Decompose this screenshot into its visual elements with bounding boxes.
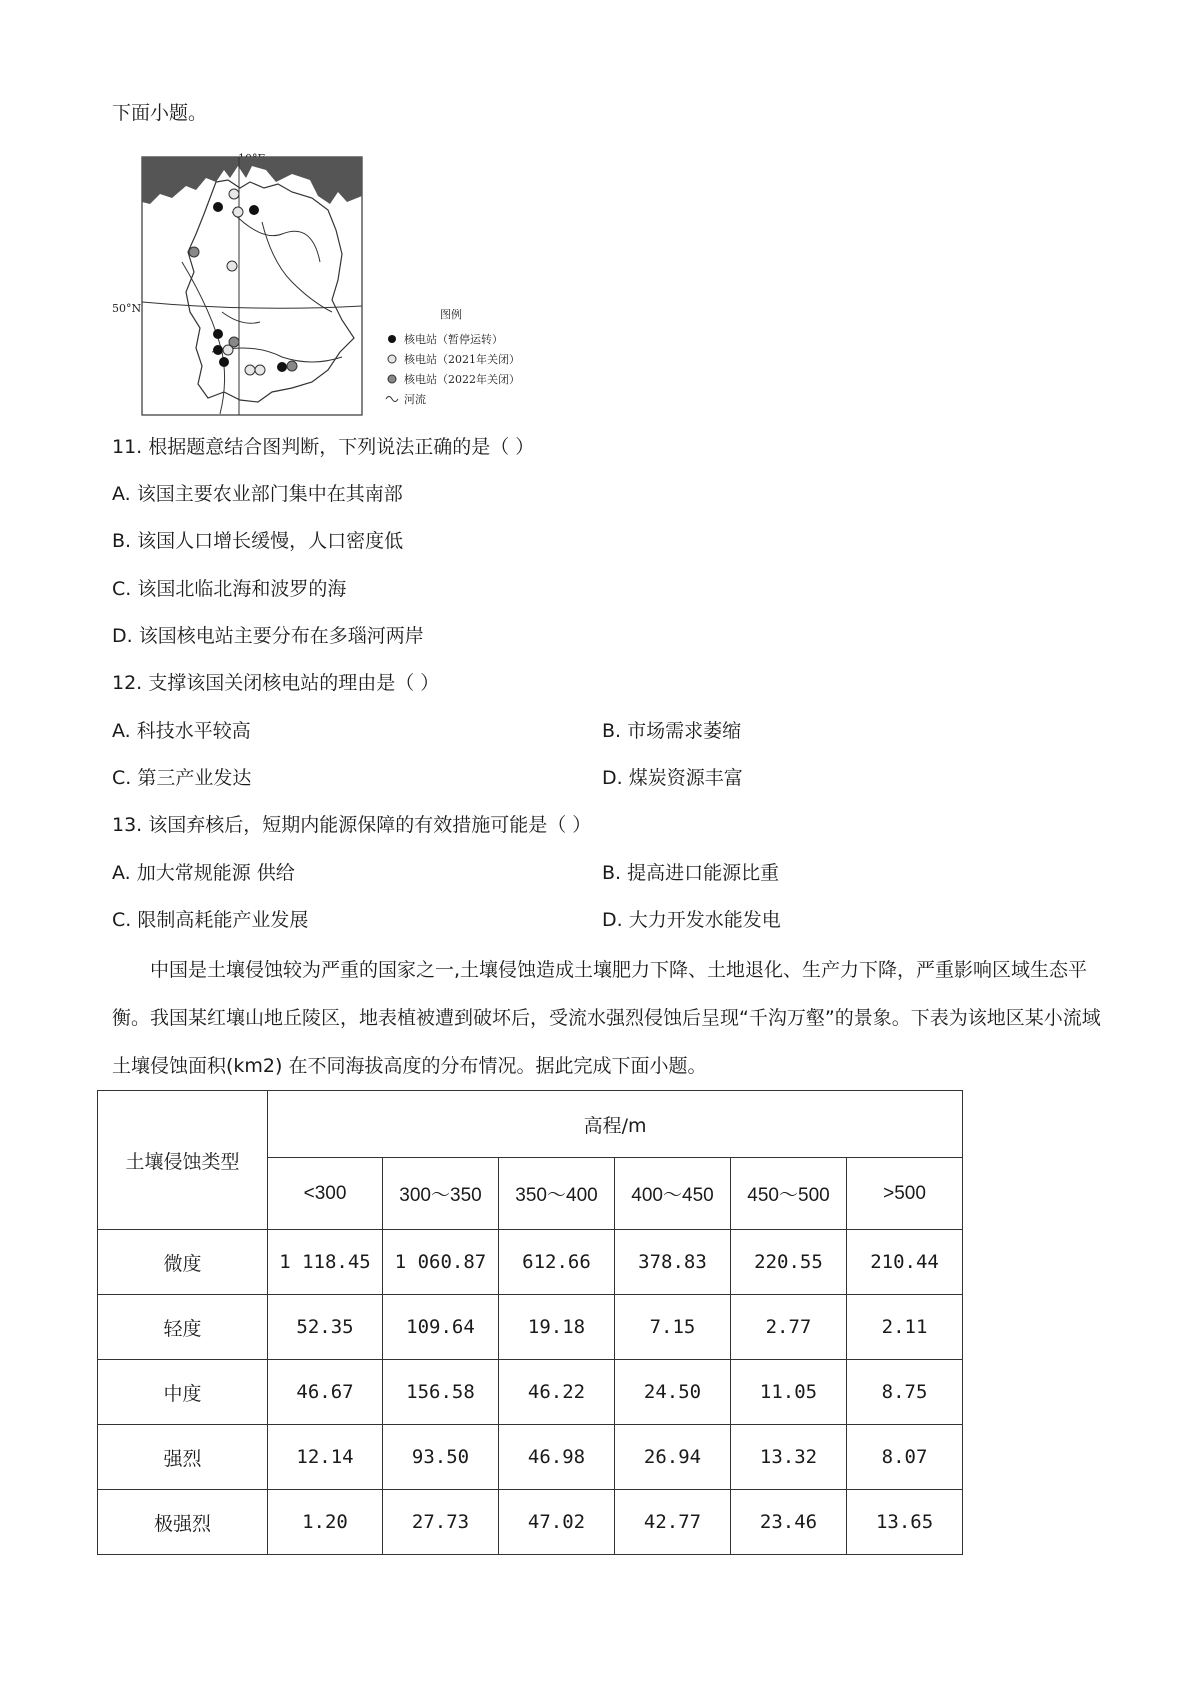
table-cell: 2.77: [731, 1295, 847, 1360]
table-cell: 24.50: [615, 1360, 731, 1425]
lat-label: 50°N: [112, 302, 142, 315]
table-cell: 378.83: [615, 1230, 731, 1295]
table-row: [98, 1230, 963, 1295]
plant-2021-marker: [233, 207, 243, 217]
table-cell: 2.11: [847, 1295, 963, 1360]
row-label: 强烈: [98, 1425, 268, 1490]
erosion-table: [97, 1090, 963, 1555]
column-header: <300: [268, 1158, 383, 1230]
legend-river-icon: [386, 397, 398, 402]
plant-suspended-marker: [219, 357, 229, 367]
germany-nuclear-map: [112, 152, 524, 418]
q13-option-c: C. 限制高耗能产业发展: [112, 909, 309, 931]
plant-2021-marker: [227, 261, 237, 271]
table-cell: 8.75: [847, 1360, 963, 1425]
legend-river-label: 河流: [404, 393, 426, 406]
plant-2022-marker: [189, 247, 199, 257]
table-cell: 93.50: [383, 1425, 499, 1490]
row-label: 中度: [98, 1360, 268, 1425]
q11-option-b: B. 该国人口增长缓慢，人口密度低: [112, 530, 404, 552]
q12-stem: 12. 支撑该国关闭核电站的理由是（ ）: [112, 672, 440, 694]
table-cell: 12.14: [268, 1425, 383, 1490]
legend-2022-marker: [388, 375, 396, 383]
legend-2022-label: 核电站（2022年关闭）: [404, 373, 520, 386]
table-row: [98, 1295, 963, 1360]
plant-suspended-marker: [213, 202, 223, 212]
plant-suspended-marker: [213, 329, 223, 339]
table-cell: 47.02: [499, 1490, 615, 1555]
table-cell: 26.94: [615, 1425, 731, 1490]
column-header: >500: [847, 1158, 963, 1230]
q12-option-d: D. 煤炭资源丰富: [602, 767, 743, 789]
column-header: 400～450: [615, 1158, 731, 1230]
plant-2021-marker: [229, 189, 239, 199]
table-cell: 27.73: [383, 1490, 499, 1555]
q11-stem: 11. 根据题意结合图判断，下列说法正确的是（ ）: [112, 436, 535, 458]
q13-stem: 13. 该国弃核后，短期内能源保障的有效措施可能是（ ）: [112, 814, 592, 836]
plant-2021-marker: [245, 365, 255, 375]
table-cell: 7.15: [615, 1295, 731, 1360]
plant-suspended-marker: [213, 345, 223, 355]
q13-option-b: B. 提高进口能源比重: [602, 862, 780, 884]
table-cell: 52.35: [268, 1295, 383, 1360]
q12-option-c: C. 第三产业发达: [112, 767, 252, 789]
plant-2022-marker: [287, 361, 297, 371]
map-legend: [386, 307, 520, 406]
row-label: 轻度: [98, 1295, 268, 1360]
row-label: 极强烈: [98, 1490, 268, 1555]
column-header: 300～350: [383, 1158, 499, 1230]
q13-option-a: A. 加大常规能源 供给: [112, 862, 295, 884]
table-cell: 1 060.87: [383, 1230, 499, 1295]
table-cell: 46.98: [499, 1425, 615, 1490]
table-cell: 46.22: [499, 1360, 615, 1425]
table-cell: 42.77: [615, 1490, 731, 1555]
q13-option-d: D. 大力开发水能发电: [602, 909, 781, 931]
table-cell: 13.32: [731, 1425, 847, 1490]
passage: 中国是土壤侵蚀较为严重的国家之一,土壤侵蚀造成土壤肥力下降、土地退化、生产力下降，严重影响区域生态平衡。我国某红壤山地丘陵区，地表植被遭到破坏后，受流水强烈侵蚀后呈现“千沟万壑”的景象。下表为该地区某小流域土壤侵蚀面积(km2) 在不同海拔高度的分布情况。据此完成下面小题。: [112, 959, 1101, 1077]
column-header: 450～500: [731, 1158, 847, 1230]
table-row: [98, 1425, 963, 1490]
table-cell: 46.67: [268, 1360, 383, 1425]
table-cell: 156.58: [383, 1360, 499, 1425]
legend-title: 图例: [440, 308, 462, 321]
table-cell: 210.44: [847, 1230, 963, 1295]
q12-option-b: B. 市场需求萎缩: [602, 720, 742, 742]
plant-2021-marker: [255, 365, 265, 375]
table-cell: 612.66: [499, 1230, 615, 1295]
plant-suspended-marker: [277, 362, 287, 372]
row-header-cell: 土壤侵蚀类型: [98, 1091, 268, 1230]
legend-2021-marker: [388, 355, 396, 363]
table-cell: 220.55: [731, 1230, 847, 1295]
table-cell: 13.65: [847, 1490, 963, 1555]
column-header: 350～400: [499, 1158, 615, 1230]
row-label: 微度: [98, 1230, 268, 1295]
q11-option-a: A. 该国主要农业部门集中在其南部: [112, 483, 403, 505]
table-cell: 23.46: [731, 1490, 847, 1555]
q11-option-d: D. 该国核电站主要分布在多瑙河两岸: [112, 625, 424, 647]
plant-2022-marker: [229, 337, 239, 347]
table-cell: 19.18: [499, 1295, 615, 1360]
table-cell: 1.20: [268, 1490, 383, 1555]
intro-tail: 下面小题。: [112, 102, 208, 124]
table-cell: 11.05: [731, 1360, 847, 1425]
q12-option-a: A. 科技水平较高: [112, 720, 251, 742]
table-cell: 8.07: [847, 1425, 963, 1490]
table-cell: 1 118.45: [268, 1230, 383, 1295]
plant-suspended-marker: [249, 205, 259, 215]
legend-suspended-marker: [388, 335, 396, 343]
legend-2021-label: 核电站（2021年关闭）: [404, 353, 520, 366]
q11-option-c: C. 该国北临北海和波罗的海: [112, 578, 347, 600]
legend-suspended-label: 核电站（暂停运转）: [404, 333, 503, 346]
table-row: [98, 1360, 963, 1425]
table-row: [98, 1490, 963, 1555]
elevation-group-header: 高程/m: [268, 1091, 963, 1158]
table-cell: 109.64: [383, 1295, 499, 1360]
